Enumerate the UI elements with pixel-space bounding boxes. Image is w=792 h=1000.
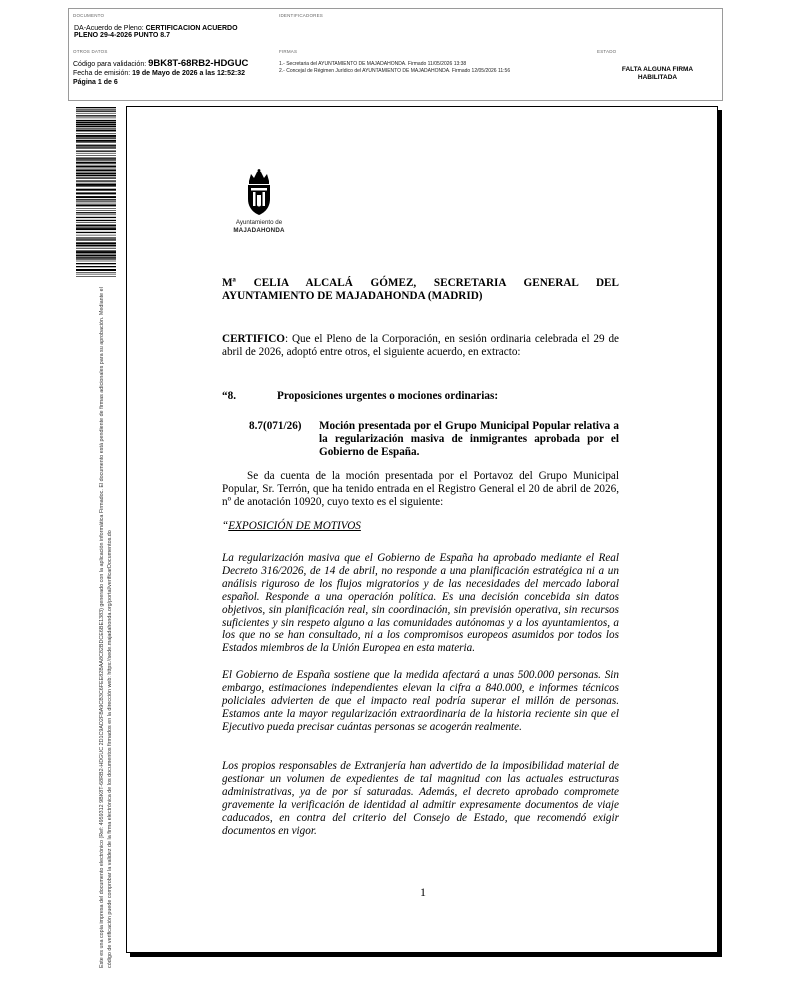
municipality-logo: [224, 169, 294, 239]
document-label: DOCUMENTO: [73, 13, 105, 18]
paragraph-3: Los propios responsables de Extranjería han advertido de la imposibilidad material de gestionar un volumen de expedientes de tal magnitud con las actuales estructuras administrativas, ya de por sí saturadas. Además, el decreto aprobado compromete gravemente la verificación de identidad al admitir expresamente documentos de viaje caducados, en contra del criterio del Consejo de Estado, que recomendó exigir documentos en vigor.: [222, 760, 619, 837]
status-label: ESTADO: [597, 49, 617, 54]
status-cell: [593, 45, 722, 100]
signature-1: 1.- Secretaria del AYUNTAMIENTO DE MAJADAHONDA. Firmado 11/05/2026 13:38: [279, 61, 467, 67]
logo-text-line-2: MAJADAHONDA: [233, 227, 285, 234]
intro-paragraph: Se da cuenta de la moción presentada por el Portavoz del Grupo Municipal Popular, Sr. Terrón, que ha tenido entrada en el Registro General el 20 de abril de 2026, nº de anotación 10920, cuyo texto es el siguiente:: [222, 470, 619, 508]
exposition-quote: “: [222, 520, 229, 532]
emission-line: [73, 69, 248, 78]
signatures-label: FIRMAS: [279, 49, 298, 54]
motion-title: Moción presentada por el Grupo Municipal Popular relativa a la regularización masiva de inmigrantes aprobada por el Gobierno de España.: [319, 420, 619, 458]
status-badge: [593, 66, 722, 82]
signatures-list: [279, 61, 510, 75]
validation-code[interactable]: 9BK8T-68RB2-HDGUC: [148, 58, 249, 69]
status-line-1: FALTA ALGUNA FIRMA: [621, 66, 694, 73]
paragraph-2: El Gobierno de España sostiene que la medida afectará a unas 500.000 personas. Sin embargo, estimaciones independientes elevan la cifra a 840.000, e informes técnicos policiales advierten de que el impacto real podría superar el millón de personas. Estamos ante la mayor regularización extraordinaria de la historia reciente sin que el Ejecutivo pueda precisar cuántas personas se acogerán realmente.: [222, 669, 619, 733]
document-title-line-1: CERTIFICACION ACUERDO: [145, 25, 238, 32]
exposition-heading: [222, 520, 619, 533]
other-data-label: OTROS DATOS: [73, 49, 108, 54]
paragraph-1: La regularización masiva que el Gobierno de España ha aprobado mediante el Real Decreto 316/2026, de 14 de abril, no responde a una planificación estratégica ni a un análisis riguroso de los flujos migratorios y de las necesidades del mercado laboral español. Responde a una operación política. Es una decisión concebida sin datos objetivos, sin planificación real, sin coordinación, sin previsión operativa, sin recursos suficientes y sin respeto alguno a las comunidades autónomas y a los ayuntamientos, a los que no se han consultado, ni a los compromisos europeos asumidos por todos los Estados miembros de la Unión Europea en esta materia.: [222, 552, 619, 655]
status-line-2: HABILITADA: [637, 74, 678, 81]
emission-prefix: Fecha de emisión:: [73, 70, 131, 77]
document-prefix: DA-Acuerdo de Pleno:: [74, 25, 144, 32]
validation-line: [73, 59, 248, 69]
certifico-text: : Que el Pleno de la Corporación, en sesión ordinaria celebrada el 29 de abril de 2026, adoptó entre otros, el siguiente acuerdo, en extracto:: [222, 333, 619, 358]
page-info: Página 1 de 6: [73, 79, 118, 86]
document-metadata-table: [68, 8, 723, 101]
document-cell: [69, 9, 275, 45]
barcode-image: [76, 107, 116, 277]
signature-2: 2.- Concejal de Régimen Jurídico del AYUNTAMIENTO DE MAJADAHONDA. Firmado 12/05/2026 11:56: [279, 68, 511, 74]
coat-of-arms-icon: [241, 169, 277, 217]
exposition-title: EXPOSICIÓN DE MOTIVOS: [228, 520, 361, 532]
certifico-paragraph: [222, 333, 619, 359]
signatures-cell: [275, 45, 593, 100]
document-title-line-2: PLENO 29-4-2026 PUNTO 8.7: [74, 32, 170, 39]
certifico-label: CERTIFICO: [222, 333, 286, 345]
page-number: 1: [420, 885, 426, 899]
side-verification-text: Este es una copia impresa del documento electrónico (Ref: 4959312 9BK8T-68RB2-HDGUC 2D1C9AD2FBA9CB3C6FEE82BAA8C82BDCE6BE1383) generado con la aplicación informática Firmadoc. El documento está pendiente de firmas adicionales para su aprobación. Mediante el código de verificación puede comprobar la validez de la firma electrónica de los documentos firmados en la dirección web: https://sede.majadahonda.org/portal/verificarDocumentos.do: [99, 287, 113, 968]
section-number: “8.: [222, 390, 236, 402]
document-title-heading: Mª CELIA ALCALÁ GÓMEZ, SECRETARIA GENERAL DEL AYUNTAMIENTO DE MAJADAHONDA (MADRID): [222, 277, 619, 302]
logo-text-line-1: Ayuntamiento de: [235, 219, 283, 226]
section-title: Proposiciones urgentes o mociones ordinarias:: [277, 390, 499, 402]
identifiers-label: IDENTIFICADORES: [279, 13, 324, 18]
other-data-cell: [69, 45, 275, 100]
other-data: [73, 59, 248, 87]
validation-prefix: Código para validación:: [73, 61, 147, 68]
motion-number: 8.7(071/26): [249, 420, 302, 432]
document-page: [126, 106, 718, 953]
emission-date: 19 de Mayo de 2026 a las 12:52:32: [132, 70, 246, 77]
identifiers-cell: [275, 9, 722, 45]
